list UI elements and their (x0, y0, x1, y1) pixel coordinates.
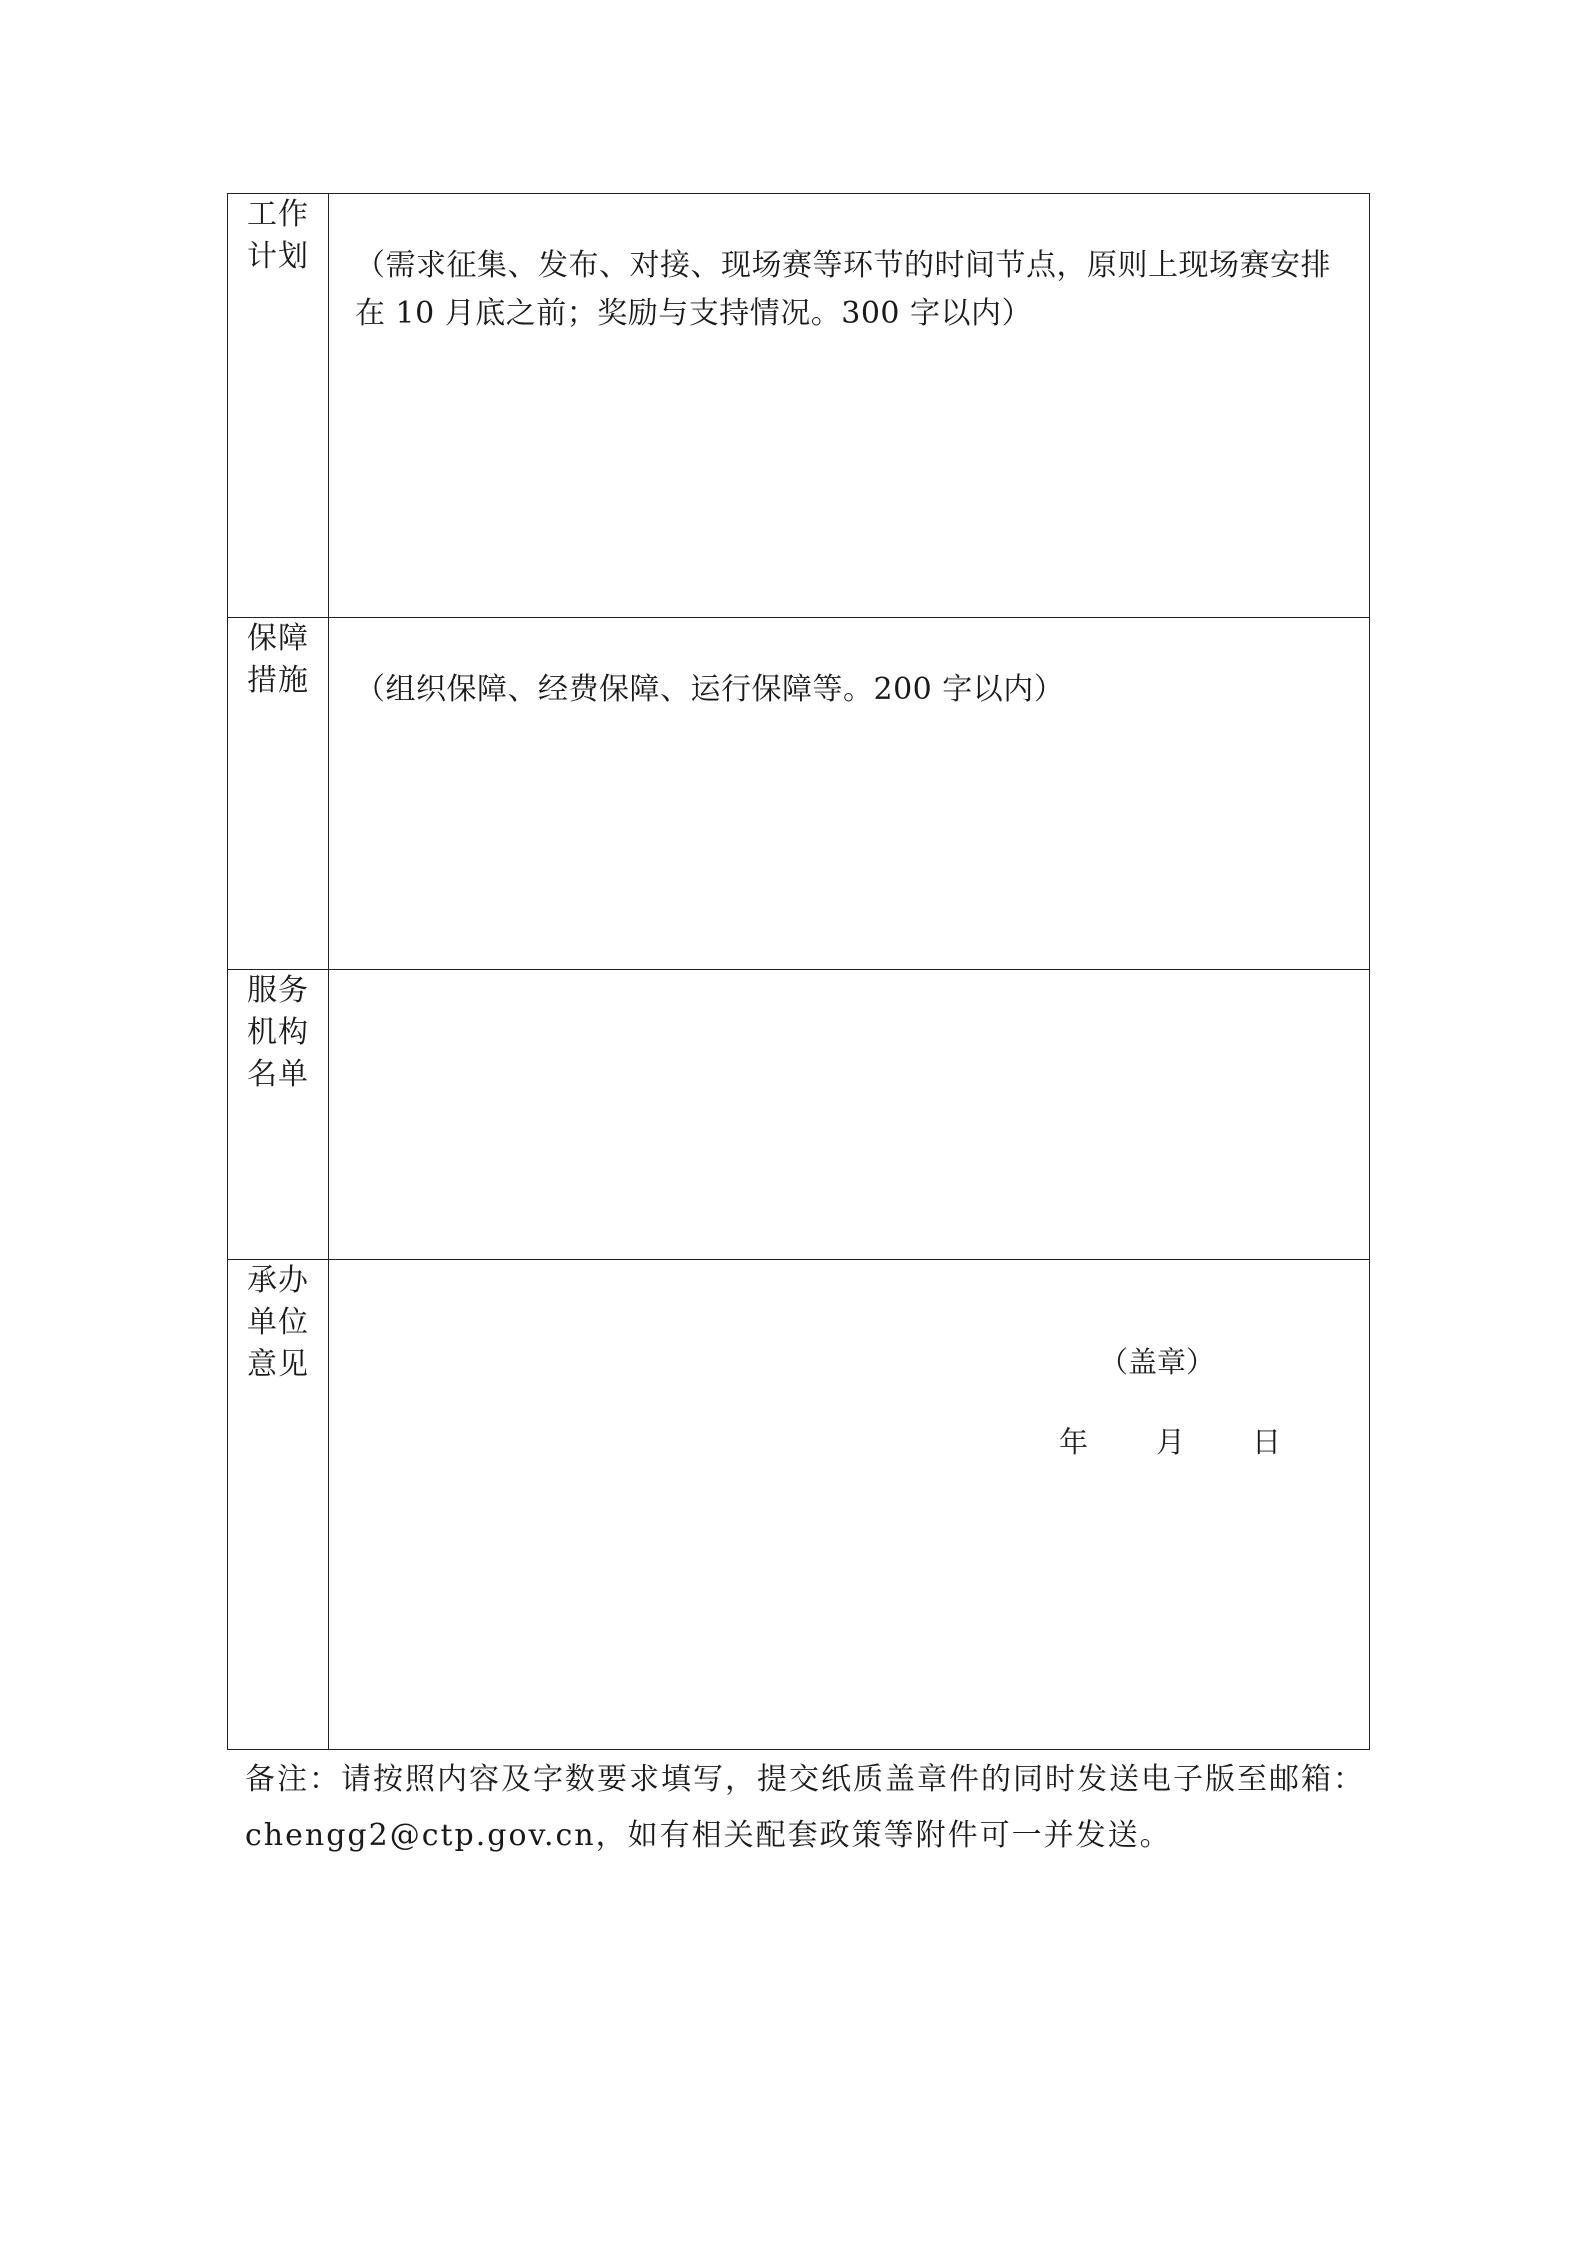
label-cell-host-opinion (228, 1260, 329, 1750)
row-label-work-plan: 工作计划 (247, 197, 309, 274)
content-cell-work-plan[interactable] (329, 194, 1370, 618)
seal-label: （盖章） (1099, 1345, 1216, 1379)
content-cell-safeguards[interactable] (329, 618, 1370, 970)
hint-safeguards: （组织保障、经费保障、运行保障等。200 字以内） (355, 672, 1065, 707)
application-form-table (227, 193, 1370, 1750)
date-year-label: 年 (1059, 1425, 1089, 1459)
label-cell-service-agencies (228, 970, 329, 1260)
row-safeguards (228, 618, 1370, 970)
footnote-line-2 (245, 1808, 1365, 1864)
row-label-safeguards: 保障措施 (247, 621, 309, 698)
row-label-service-agencies: 服务机构名单 (247, 973, 309, 1092)
date-day-label: 日 (1252, 1425, 1282, 1459)
label-cell-safeguards (228, 618, 329, 970)
label-cell-work-plan (228, 194, 329, 618)
date-month-label: 月 (1156, 1425, 1186, 1459)
content-cell-host-opinion[interactable] (329, 1260, 1370, 1750)
footnote (245, 1752, 1365, 1864)
footnote-line-1: 备注：请按照内容及字数要求填写，提交纸质盖章件的同时发送电子版至邮箱： (245, 1762, 1365, 1797)
contact-email: chengg2@ctp.gov.cn (245, 1818, 596, 1853)
row-label-host-opinion: 承办单位意见 (247, 1263, 309, 1382)
footnote-line-2-rest: ，如有相关配套政策等附件可一并发送。 (595, 1818, 1172, 1853)
hint-work-plan: （需求征集、发布、对接、现场赛等环节的时间节点，原则上现场赛安排在 10 月底之前；奖励与支持情况。300 字以内） (355, 248, 1331, 331)
row-work-plan (228, 194, 1370, 618)
content-cell-service-agencies[interactable] (329, 970, 1370, 1260)
row-host-opinion (228, 1260, 1370, 1750)
row-service-agencies (228, 970, 1370, 1260)
